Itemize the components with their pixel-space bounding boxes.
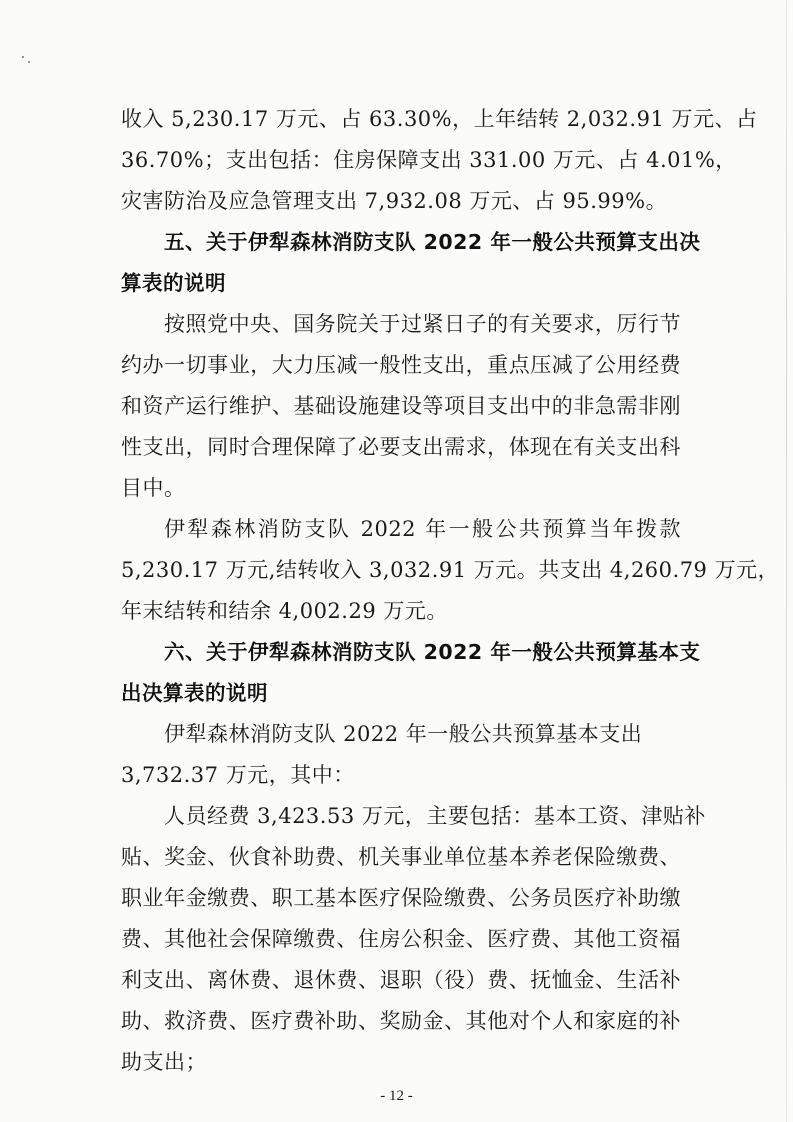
body-line: 伊犁森林消防支队 2022 年一般公共预算当年拨款 xyxy=(164,517,681,541)
body-line: 贴、奖金、伙食补助费、机关事业单位基本养老保险缴费、 xyxy=(121,845,681,869)
scan-speck xyxy=(28,61,30,63)
body-line: 5,230.17 万元,结转收入 3,032.91 万元。共支出 4,260.79 万元， xyxy=(121,558,780,582)
body-line: 费、其他社会保障缴费、住房公积金、医疗费、其他工资福 xyxy=(121,927,681,951)
page-number: - 12 - xyxy=(380,1088,413,1104)
body-line: 按照党中央、国务院关于过紧日子的有关要求，厉行节 xyxy=(164,312,681,336)
body-line: 收入 5,230.17 万元、占 63.30%，上年结转 2,032.91 万元、占 xyxy=(121,107,758,131)
body-line: 灾害防治及应急管理支出 7,932.08 万元、占 95.99%。 xyxy=(121,189,668,213)
body-line: 年末结转和结余 4,002.29 万元。 xyxy=(121,599,448,623)
body-line: 约办一切事业，大力压减一般性支出，重点压减了公用经费 xyxy=(121,353,681,377)
section-heading: 出决算表的说明 xyxy=(121,681,268,705)
body-line: 和资产运行维护、基础设施建设等项目支出中的非急需非刚 xyxy=(121,394,681,418)
body-line: 目中。 xyxy=(121,476,186,500)
body-line: 36.70%；支出包括：住房保障支出 331.00 万元、占 4.01%， xyxy=(121,148,737,172)
body-line: 性支出，同时合理保障了必要支出需求，体现在有关支出科 xyxy=(121,435,681,459)
body-line: 助支出； xyxy=(121,1050,207,1074)
body-line: 伊犁森林消防支队 2022 年一般公共预算基本支出 xyxy=(164,722,643,746)
body-line: 人员经费 3,423.53 万元，主要包括：基本工资、津贴补 xyxy=(164,804,706,828)
section-heading: 五、关于伊犁森林消防支队 2022 年一般公共预算支出决 xyxy=(164,230,701,254)
body-line: 职业年金缴费、职工基本医疗保险缴费、公务员医疗补助缴 xyxy=(121,886,681,910)
scan-edge xyxy=(786,0,787,1122)
body-line: 助、救济费、医疗费补助、奖励金、其他对个人和家庭的补 xyxy=(121,1009,681,1033)
section-heading: 六、关于伊犁森林消防支队 2022 年一般公共预算基本支 xyxy=(164,640,701,664)
scan-speck xyxy=(22,56,24,58)
section-heading: 算表的说明 xyxy=(121,271,226,295)
body-line: 3,732.37 万元，其中： xyxy=(121,763,355,787)
body-line: 利支出、离休费、退休费、退职（役）费、抚恤金、生活补 xyxy=(121,968,681,992)
